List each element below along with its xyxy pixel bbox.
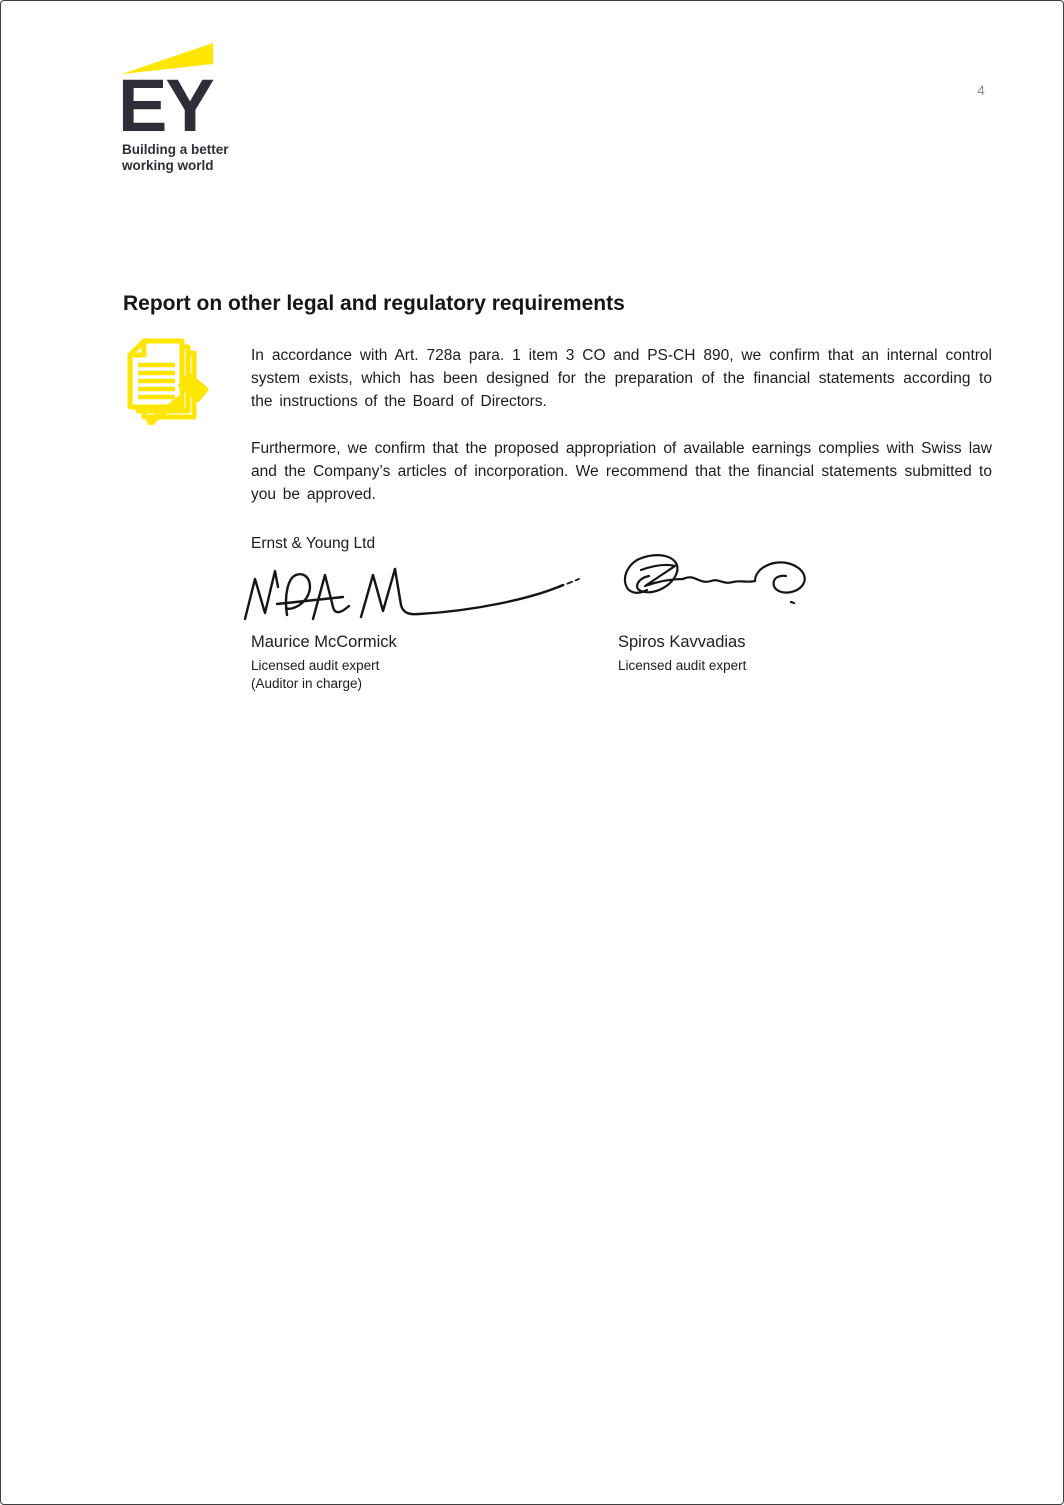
paragraph-internal-control: In accordance with Art. 728a para. 1 item 3 CO and PS-CH 890, we confirm that an internal control system exists, which has been designed for the preparation of the financial statements according to the instructions of the Board of Directors. <box>251 347 992 410</box>
signatory-name: Maurice McCormick <box>251 633 397 651</box>
ey-tagline <box>122 142 229 174</box>
maurice-mccormick-signature <box>241 553 581 625</box>
signatory-name: Spiros Kavvadias <box>618 633 746 651</box>
page-number: 4 <box>977 83 985 98</box>
ey-tagline-line1: Building a better <box>122 142 229 157</box>
signatory-spiros <box>618 633 746 675</box>
signatory-maurice <box>251 633 397 693</box>
signatory-title: Licensed audit expert <box>251 658 380 673</box>
section-heading: Report on other legal and regulatory requirements <box>123 292 625 315</box>
spiros-kavvadias-signature <box>613 548 833 616</box>
signatory-subtitle: (Auditor in charge) <box>251 676 363 691</box>
paragraph-appropriation: Furthermore, we confirm that the proposed appropriation of available earnings complies with Swiss law and the Company’s articles of incorporation. We recommend that the financial statements submitted to you be approved. <box>251 440 992 503</box>
firm-name: Ernst & Young Ltd <box>251 535 376 552</box>
signatory-title: Licensed audit expert <box>618 658 747 673</box>
legal-documents-gavel-icon <box>118 337 220 429</box>
ey-wordmark: EY <box>118 64 213 147</box>
ey-tagline-line2: working world <box>122 158 214 173</box>
